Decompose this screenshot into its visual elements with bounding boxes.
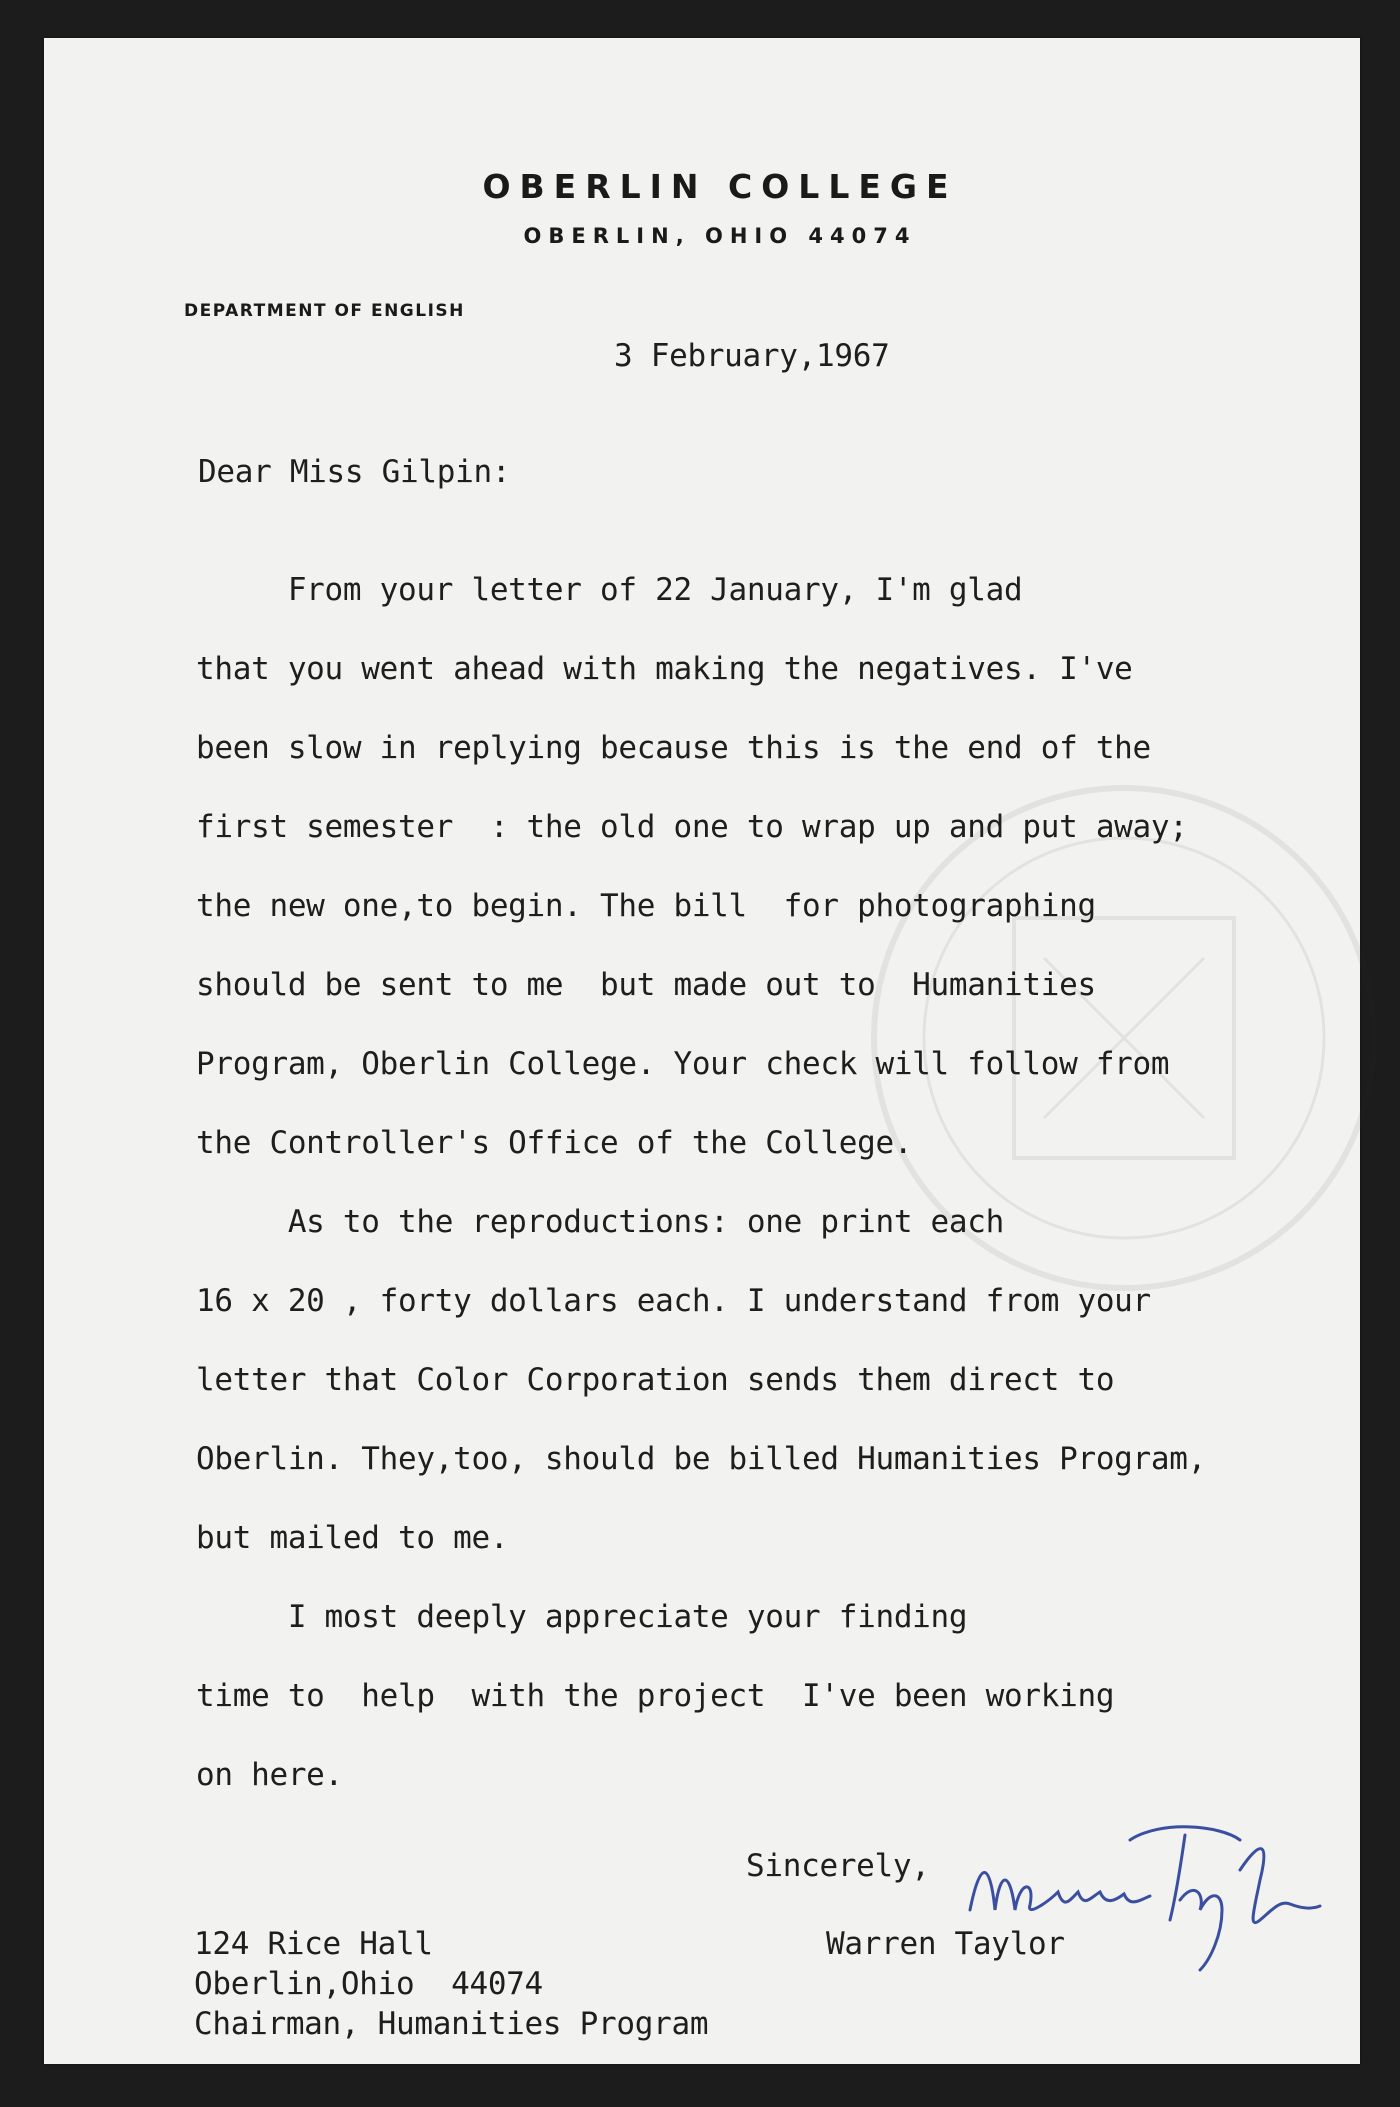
body-line: first semester : the old one to wrap up and put away; [196,809,1188,845]
address-line: Oberlin,Ohio 44074 [194,1966,543,2002]
body-line: been slow in replying because this is the end of the [196,730,1151,766]
salutation: Dear Miss Gilpin: [198,454,511,490]
body-line: As to the reproductions: one print each [196,1204,1004,1240]
body-line: time to help with the project I've been working [196,1678,1115,1714]
body-line: on here. [196,1757,343,1793]
body-line: the Controller's Office of the College. [196,1125,913,1161]
body-line: should be sent to me but made out to Humanities [196,967,1096,1003]
body-line: Program, Oberlin College. Your check will follow from [196,1046,1170,1082]
body-line: 16 x 20 , forty dollars each. I understand from your [196,1283,1151,1319]
closing: Sincerely, [746,1848,930,1884]
letter-date: 3 February,1967 [614,338,890,374]
body-line: but mailed to me. [196,1520,509,1556]
body-line: I most deeply appreciate your finding [196,1599,968,1635]
letterhead-city: OBERLIN, OHIO 44074 [523,224,917,248]
address-line: 124 Rice Hall [194,1926,433,1962]
letterhead-department: DEPARTMENT OF ENGLISH [184,301,465,321]
sender-name: Warren Taylor [826,1926,1065,1962]
body-line: the new one,to begin. The bill for photographing [196,888,1096,924]
body-line: From your letter of 22 January, I'm glad [196,572,1023,608]
letterhead-institution: OBERLIN COLLEGE [482,167,958,206]
body-line: that you went ahead with making the negatives. I've [196,651,1133,687]
address-line: Chairman, Humanities Program [194,2006,709,2042]
body-line: Oberlin. They,too, should be billed Humanities Program, [196,1441,1206,1477]
body-line: letter that Color Corporation sends them direct to [196,1362,1115,1398]
